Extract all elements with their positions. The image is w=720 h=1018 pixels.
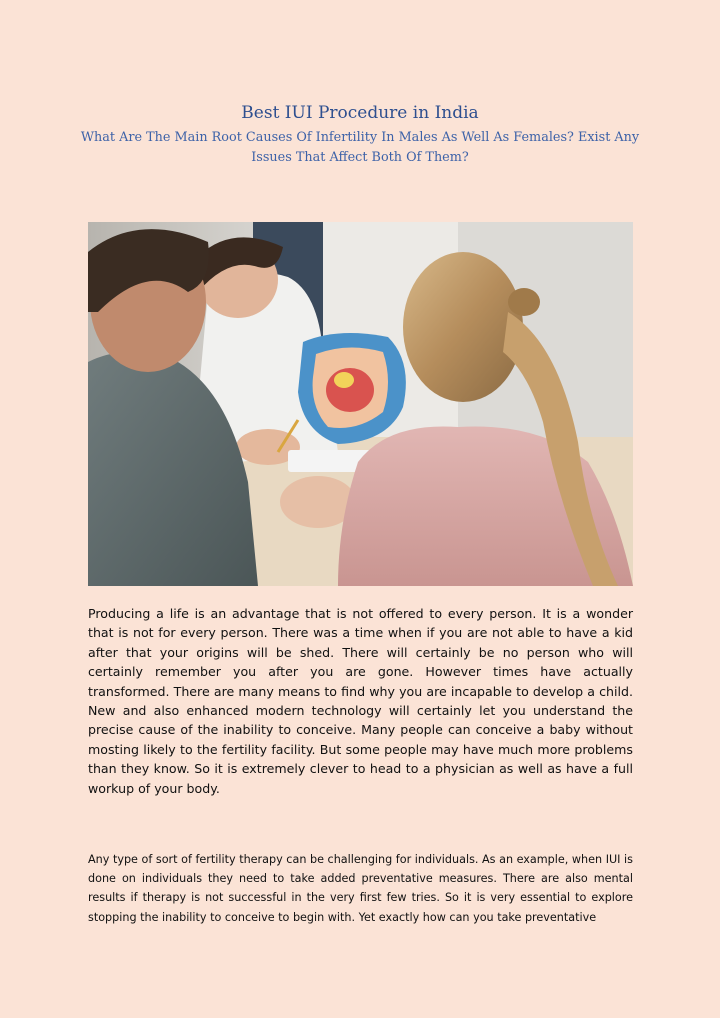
body-paragraph-2: Any type of sort of fertility therapy can be challenging for individuals. As an example, when IUI is done on individuals they need to take added preventative measures. There are also mental results if therapy is not successful in the very first few tries. So it is very essential to explore stopping the inability to conceive to begin with. Yet exactly how can you take preventative bbox=[88, 853, 633, 924]
document-subtitle: What Are The Main Root Causes Of Infertility In Males As Well As Females? Exist Any Issues That Affect Both Of Them? bbox=[80, 130, 640, 165]
consultation-photo bbox=[88, 222, 633, 586]
document-title: Best IUI Procedure in India bbox=[241, 103, 479, 123]
body-paragraph-1: Producing a life is an advantage that is not offered to every person. It is a wonder that is not for every person. There was a time when if you are not able to have a kid after that your origins will be shed. There will certainly be no person who will certainly remember you after you are gone. However times have actually transformed. There are many means to find why you are incapable to develop a child. New and also enhanced modern technology will certainly let you understand the precise cause of the inability to conceive. Many people can conceive a baby without mosting likely to the fertility facility. But some people may have much more problems than they know. So it is extremely clever to head to a physician as well as have a full workup of your body. bbox=[88, 606, 633, 796]
